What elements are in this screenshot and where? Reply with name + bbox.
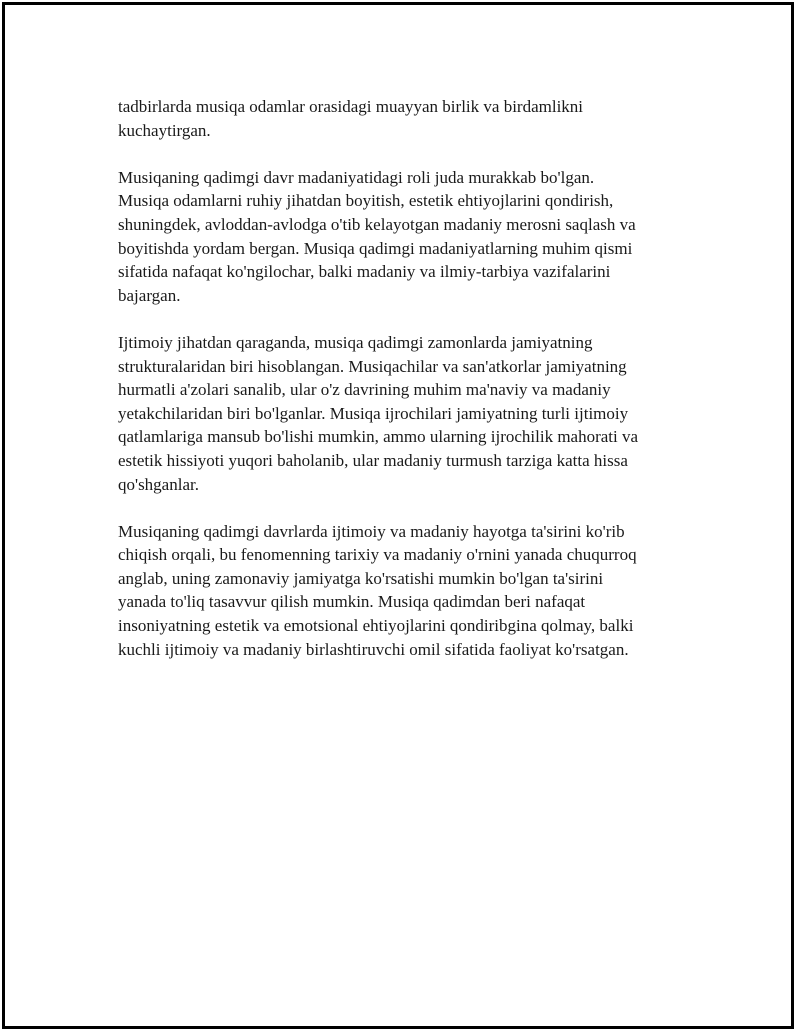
paragraph-1: tadbirlarda musiqa odamlar orasidagi muayyan birlik va birdamlikni kuchaytirgan. xyxy=(118,97,584,140)
body-text xyxy=(118,95,698,661)
paragraph-3: Ijtimoiy jihatdan qaraganda, musiqa qadimgi zamonlarda jamiyatning strukturalaridan biri hisoblangan. Musiqachilar va san'atkorlar jamiyatning hurmatli a'zolari sanalib, ular o'z davrining muhim ma'naviy va madaniy yetakchilaridan biri bo'lganlar. Musiqa ijrochilari jamiyatning turli ijtimoiy qatlamlariga mansub bo'lishi mumkin, ammo ularning ijrochilik mahorati va estetik hissiyoti yuqori baholanib, ular madaniy turmush tarziga katta hissa qo'shganlar. xyxy=(118,332,639,494)
document-page xyxy=(2,2,794,1029)
paragraph-2: Musiqaning qadimgi davr madaniyatidagi roli juda murakkab bo'lgan. Musiqa odamlarni ruhiy jihatdan boyitish, estetik ehtiyojlarini qondirish, shuningdek, avloddan-avlodga o'tib kelayotgan madaniy merosni saqlash va boyitishda yordam bergan. Musiqa qadimgi madaniyatlarning muhim qismi sifatida nafaqat ko'ngilochar, balki madaniy va ilmiy-tarbiya vazifalarini bajargan. xyxy=(118,167,636,305)
paragraph-4: Musiqaning qadimgi davrlarda ijtimoiy va madaniy hayotga ta'sirini ko'rib chiqish orqali, bu fenomenning tarixiy va madaniy o'rnini yanada chuqurroq anglab, uning zamonaviy jamiyatga ko'rsatishi mumkin bo'lgan ta'sirini yanada to'liq tasavvur qilish mumkin. Musiqa qadimdan beri nafaqat insoniyatning estetik va emotsional ehtiyojlarini qondiribgina qolmay, balki kuchli ijtimoiy va madaniy birlashtiruvchi omil sifatida faoliyat ko'rsatgan. xyxy=(118,521,637,659)
